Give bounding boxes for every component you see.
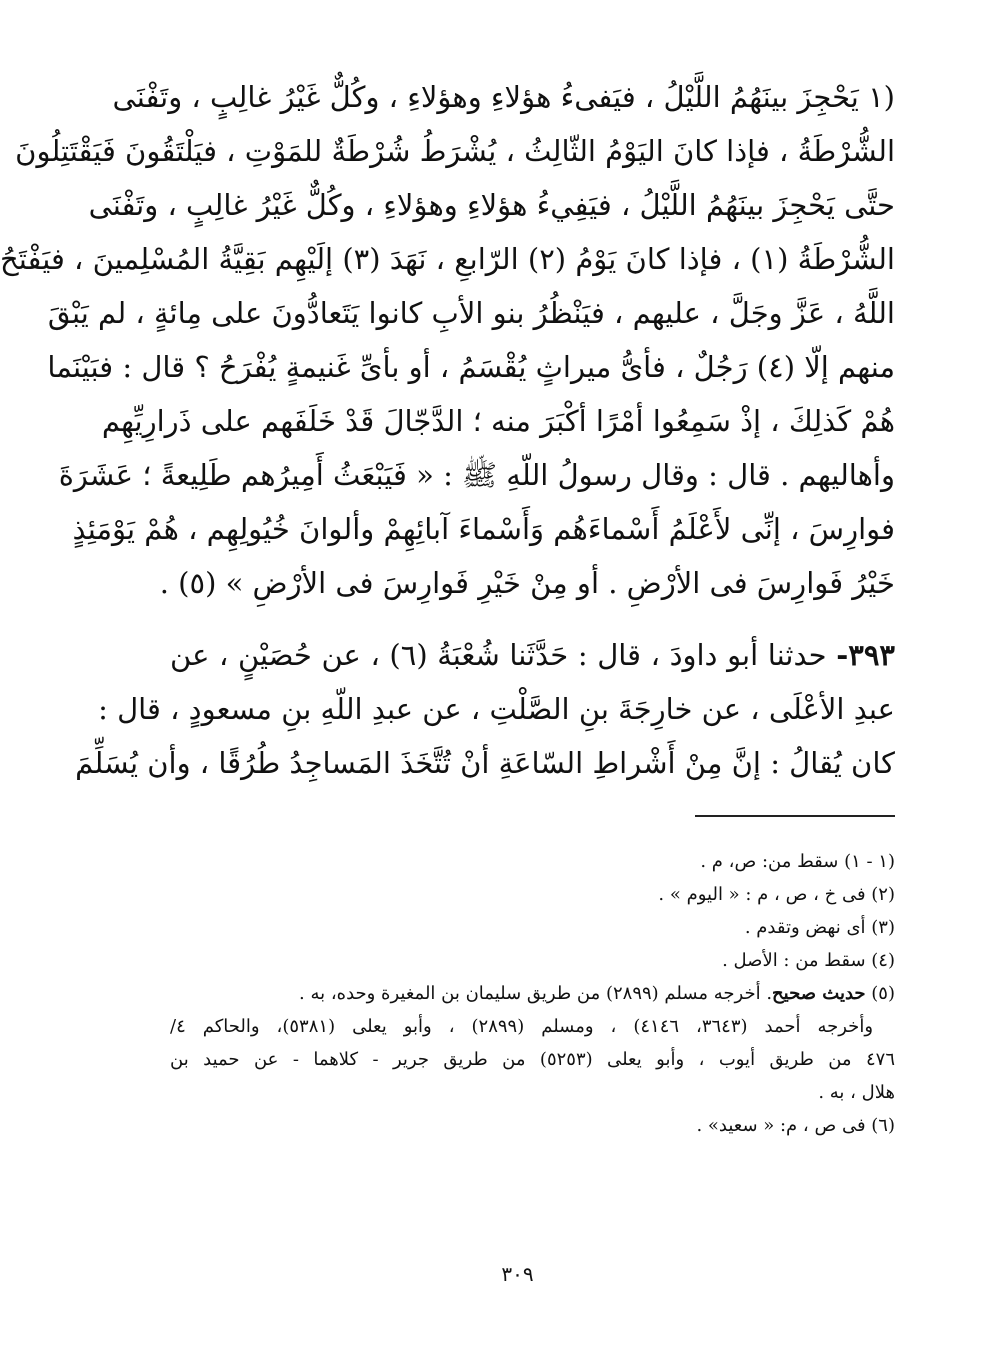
text-line: الشُّرْطَةُ (١) ، فإذا كانَ يَوْمُ (٢) الرّابعِ ، نَهَدَ (٣) إلَيْهِم بَقِيَّةُ المُسْلِمينَ ، فيَفْتَحُ	[0, 242, 895, 276]
text-line: كان يُقالُ : إنَّ مِنْ أَشْراطِ السّاعَةِ أنْ تُتَّخَذَ المَساجِدُ طُرُقًا ، وأن يُسَلِّمَ	[75, 746, 895, 780]
footnote-2: (٢) فى خ ، ص ، م : « اليوم » .	[658, 884, 895, 905]
footnote-5-continuation: وأخرجه أحمد (٣٦٤٣، ٤١٤٦) ، ومسلم (٢٨٩٩) ، وأبو يعلى (٥٣٨١)، والحاكم ٤/	[170, 1016, 874, 1037]
footnote-5-grade: حديث صحيح	[772, 983, 866, 1004]
hadith-first-line	[170, 628, 895, 682]
hadith-block	[75, 628, 895, 790]
text-line: الشُّرْطَةُ ، فإذا كانَ اليَوْمُ الثّالِثُ ، يُشْرَطُ شُرْطَةٌ للمَوْتِ ، فيَلْتَقُونَ فَيَقْتَتِلُونَ	[15, 134, 895, 168]
hadith-number: ٣٩٣-	[836, 638, 895, 672]
text-line: خَيْرُ فَوارِسَ فى الأرْضِ . أو مِنْ خَيْرِ فَوارِسَ فى الأرْضِ » (٥) .	[159, 566, 895, 600]
footnote-6: (٦) فى ص ، م: « سعيد» .	[696, 1115, 895, 1136]
text-line: حتَّى يَحْجِزَ بينَهُمُ اللَّيْلُ ، فيَفِيءُ هؤلاءِ وهؤلاءِ ، وكُلٌّ غَيْرُ غالِبٍ ، وتَفْنَى	[88, 188, 895, 222]
hadith-line-text: حدثنا أبو داودَ ، قال : حَدَّثَنا شُعْبَةُ (٦) ، عن حُصَيْنٍ ، عن	[170, 638, 827, 672]
footnote-5-text: . أخرجه مسلم (٢٨٩٩) من طريق سليمان بن المغيرة وحده، به .	[299, 983, 773, 1004]
footnote-1: (١ - ١) سقط من: ص، م .	[700, 851, 895, 872]
text-line: وأهاليهم . قال : وقال رسولُ اللّهِ ﷺ : « فَيَبْعَثُ أَمِيرُهم طَلِيعةً ؛ عَشَرَةَ	[58, 458, 895, 492]
footnotes	[170, 845, 895, 1142]
footnote-5	[170, 977, 895, 1010]
text-line: عبدِ الأعْلَى ، عن خارِجَةَ بنِ الصَّلْتِ ، عن عبدِ اللّهِ بنِ مسعودٍ ، قال :	[98, 692, 895, 726]
footnote-4: (٤) سقط من : الأصل .	[722, 950, 895, 971]
footnote-5-continuation: هلال ، به .	[818, 1082, 895, 1103]
text-line: منهم إلّا (٤) رَجُلٌ ، فأىُّ ميراثٍ يُقْسَمُ ، أو بأىِّ غَنيمةٍ يُفْرَحُ ؟ قال : فبَيْنَما	[47, 350, 895, 384]
text-line: فوارِسَ ، إنِّى لأَعْلَمُ أَسْماءَهُم وَأَسْماءَ آبائِهِمْ وألوانَ خُيُولِهِم ، هُمْ يَوْمَئِذٍ	[72, 512, 895, 546]
text-line: اللَّهُ ، عَزَّ وجَلَّ ، عليهم ، فيَنْظُرُ بنو الأبِ كانوا يَتَعادُّونَ على مِائةٍ ، لم يَبْقَ	[47, 296, 895, 330]
footnote-3: (٣) أى نهض وتقدم .	[744, 917, 895, 938]
page-number: ٣٠٩	[501, 1262, 534, 1286]
footnote-separator	[695, 815, 895, 817]
footnote-5-continuation: ٤٧٦ من طريق أيوب ، وأبو يعلى (٥٢٥٣) من طريق جرير - كلاهما - عن حميد بن	[170, 1049, 895, 1070]
text-line: هُمْ كَذلِكَ ، إذْ سَمِعُوا أمْرًا أكْبَرَ منه ؛ الدَّجّالَ قَدْ خَلَفَهم على ذَرارِيِّهِم	[101, 404, 895, 438]
footnote-5-marker: (٥)	[871, 983, 895, 1004]
main-text	[0, 70, 895, 790]
text-line: (١ يَحْجِزَ بينَهُمُ اللَّيْلُ ، فيَفىءُ هؤلاءِ وهؤلاءِ ، وكُلٌّ غَيْرُ غالِبٍ ، وتَفْنَى	[112, 80, 895, 114]
